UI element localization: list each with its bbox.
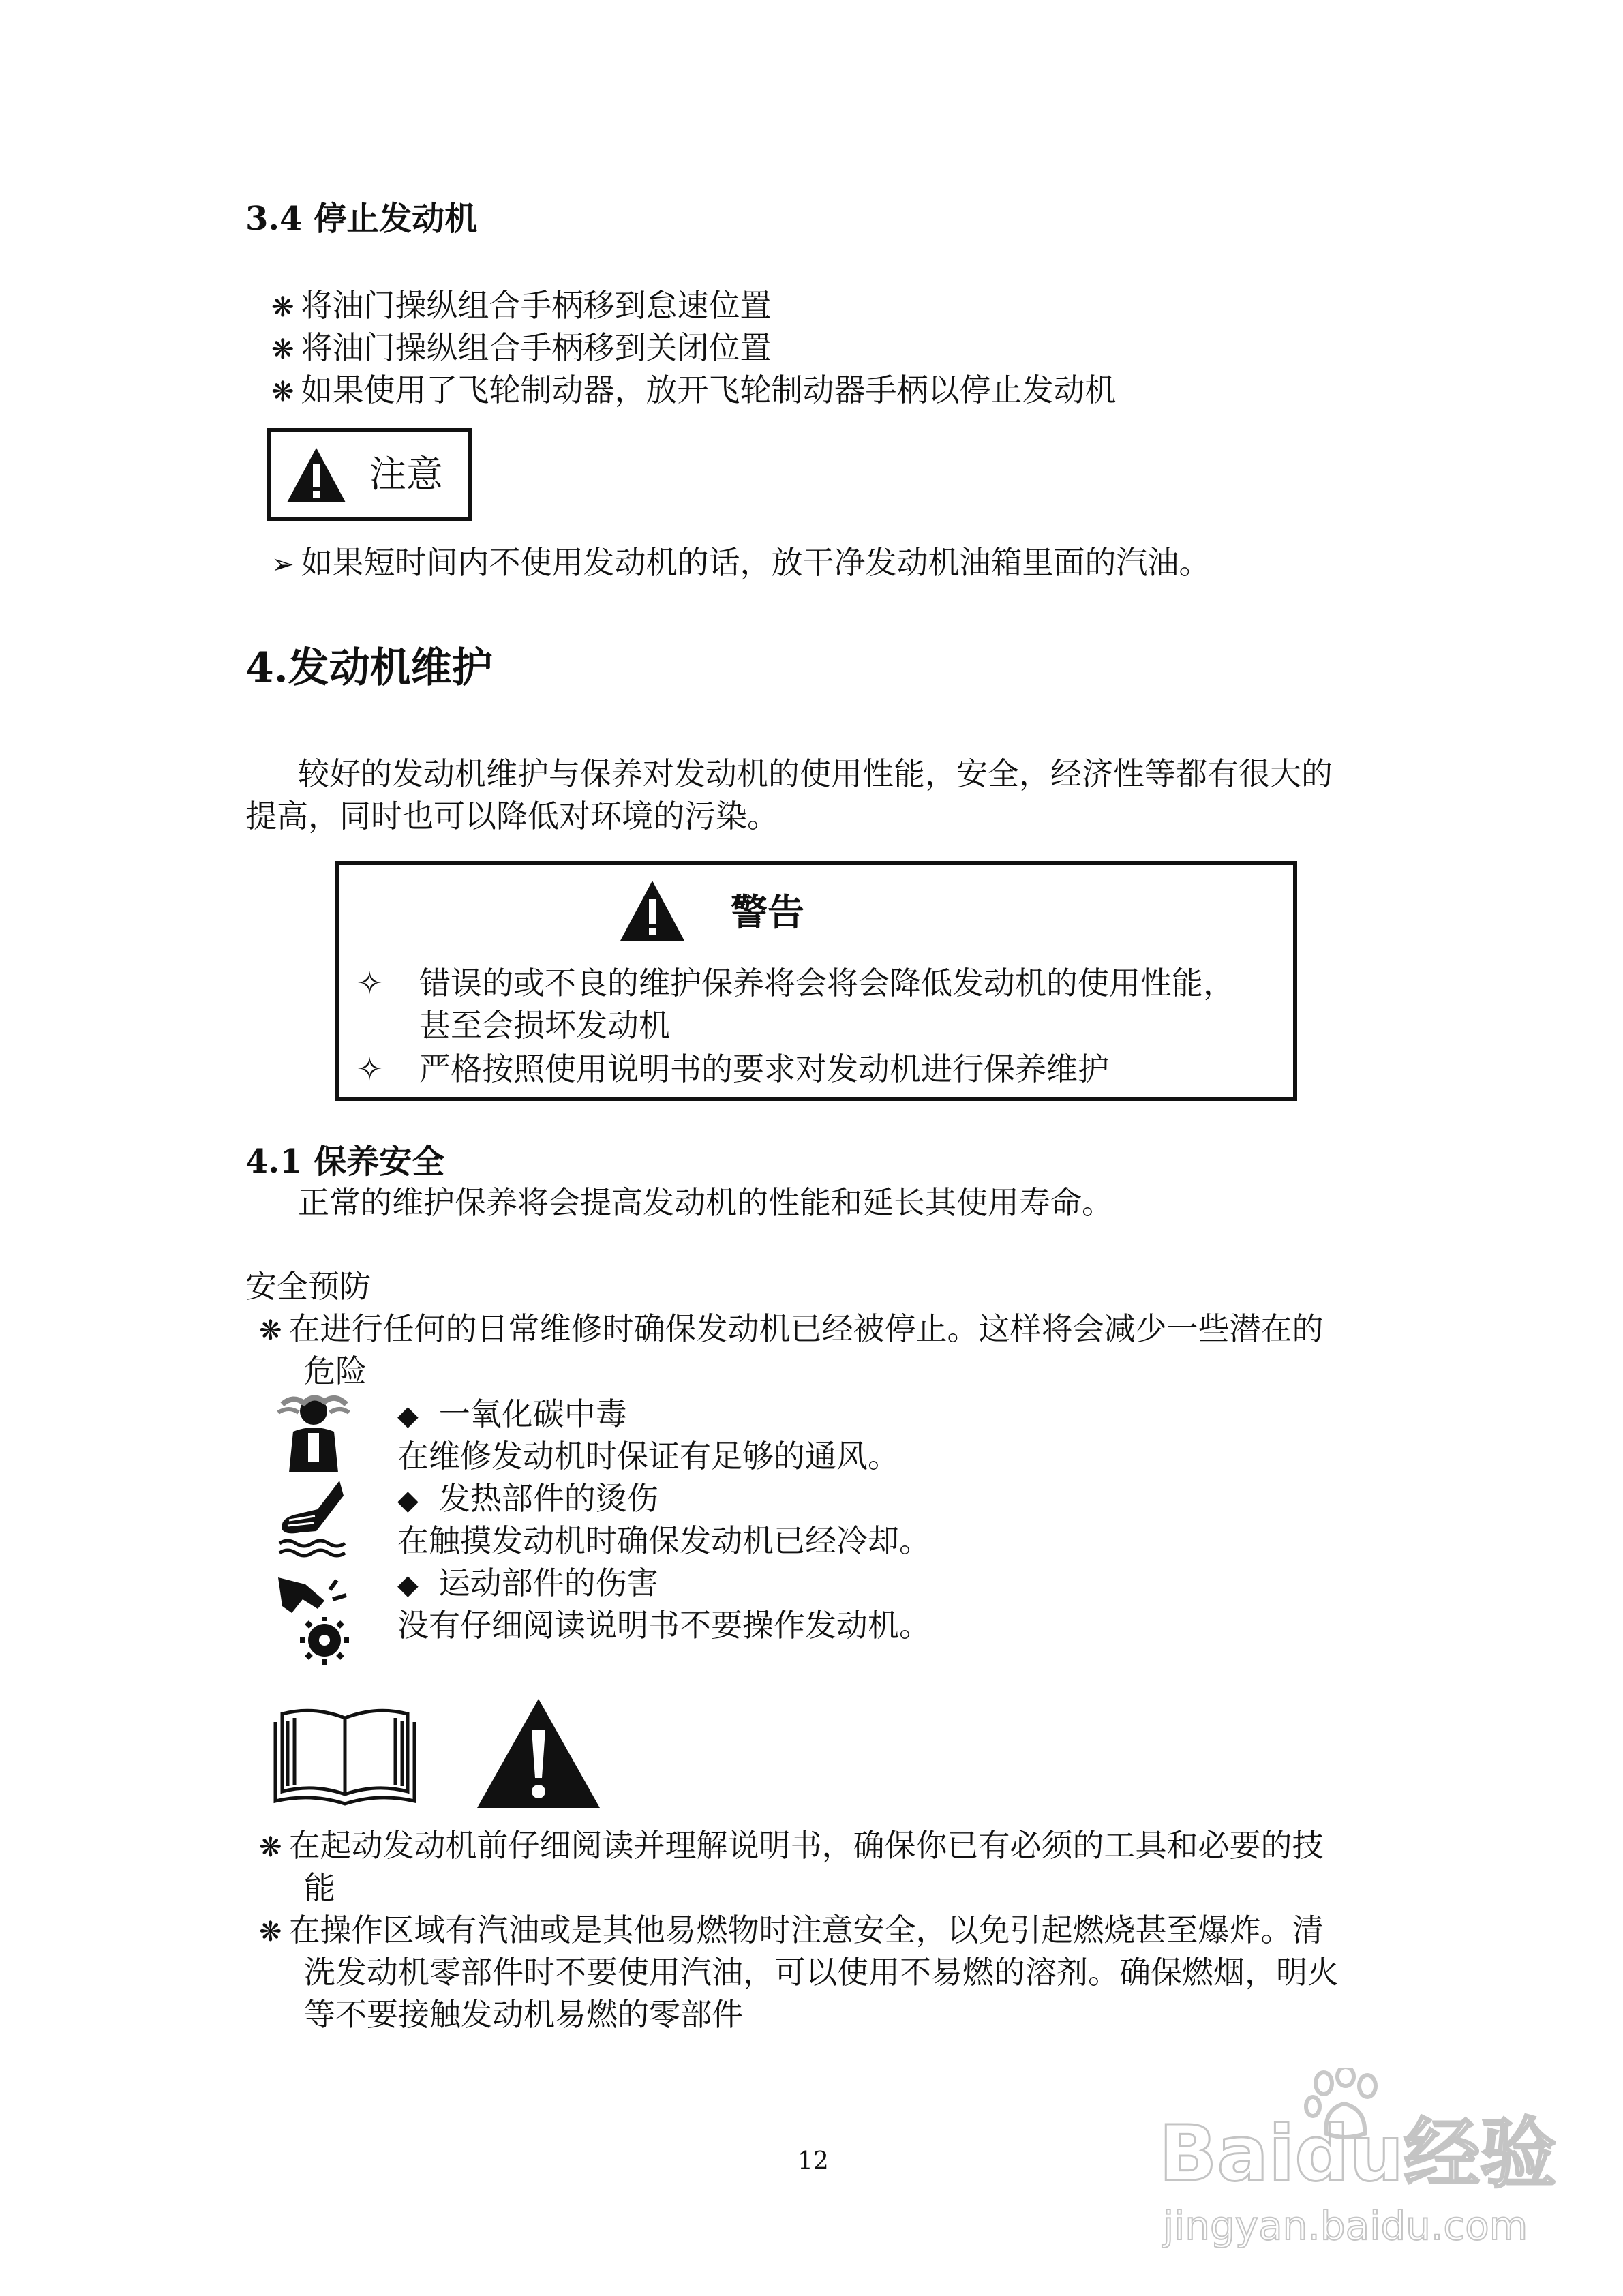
warning-item-1-line-2: 甚至会损坏发动机: [419, 1007, 670, 1044]
hazard-3-title: ◆ 运动部件的伤害: [397, 1565, 658, 1601]
moving-parts-hazard-icon: [275, 1565, 354, 1667]
warning-box: [335, 861, 1297, 1101]
step-3: ❋ 如果使用了飞轮制动器，放开飞轮制动器手柄以停止发动机: [271, 372, 1117, 408]
section-4-heading: 4.发动机维护: [245, 644, 493, 692]
warning-bullet-icon: ✧: [357, 1051, 383, 1087]
caution-box: [267, 428, 472, 521]
section-3-4-heading: 3.4 停止发动机: [245, 200, 478, 238]
bullet-icon: ❋: [259, 1315, 282, 1346]
step-1: ❋ 将油门操纵组合手柄移到怠速位置: [271, 287, 772, 324]
bullet-icon: ❋: [271, 334, 294, 365]
diamond-bullet-icon: ◆: [397, 1569, 419, 1601]
intro-line-2: 提高，同时也可以降低对环境的污染。: [245, 798, 778, 834]
safety-item-2-line-2: 能: [304, 1869, 335, 1906]
diamond-bullet-icon: ◆: [397, 1400, 419, 1432]
safety-item-3: ❋ 在操作区域有汽油或是其他易燃物时注意安全，以免引起燃烧甚至爆炸。清: [259, 1912, 1324, 1948]
safety-item-3-line-3: 等不要接触发动机易燃的零部件: [304, 1996, 743, 2033]
maintenance-text: 正常的维护保养将会提高发动机的性能和延长其使用寿命。: [298, 1184, 1113, 1221]
watermark-brand: Baidu经验: [1159, 2110, 1557, 2199]
diamond-bullet-icon: ◆: [397, 1485, 419, 1516]
safety-item-2: ❋ 在起动发动机前仔细阅读并理解说明书，确保你已有必须的工具和必要的技: [259, 1827, 1324, 1864]
warning-item-1-line-1: 错误的或不良的维护保养将会将会降低发动机的使用性能，: [419, 965, 1234, 1001]
hot-surface-hazard-icon: [275, 1478, 354, 1561]
warning-triangle-icon: [474, 1696, 603, 1811]
caution-label: 注意: [369, 453, 443, 496]
hazard-2-text: 在触摸发动机时确保发动机已经冷却。: [397, 1522, 930, 1559]
hazard-2-title: ◆ 发热部件的烫伤: [397, 1480, 658, 1517]
carbon-monoxide-hazard-icon: [273, 1392, 354, 1474]
warning-bullet-icon: ✧: [357, 965, 383, 1001]
section-4-1-heading: 4.1 保养安全: [245, 1143, 445, 1181]
hazard-1-text: 在维修发动机时保证有足够的通风。: [397, 1438, 899, 1475]
warning-item-2: 严格按照使用说明书的要求对发动机进行保养维护: [419, 1051, 1109, 1087]
watermark-url: jingyan.baidu.com: [1163, 2203, 1528, 2249]
bullet-icon: ❋: [271, 376, 294, 408]
step-2: ❋ 将油门操纵组合手柄移到关闭位置: [271, 329, 772, 366]
safety-item-3-line-2: 洗发动机零部件时不要使用汽油，可以使用不易燃的溶剂。确保燃烟，明火: [304, 1954, 1339, 1991]
bullet-icon: ❋: [259, 1916, 282, 1948]
intro-line-1: 较好的发动机维护与保养对发动机的使用性能，安全，经济性等都有很大的: [298, 755, 1333, 792]
safety-heading: 安全预防: [245, 1268, 371, 1305]
warning-triangle-icon: [285, 446, 348, 504]
warning-title: 警告: [731, 890, 804, 934]
safety-item-1-line-2: 危险: [304, 1353, 367, 1389]
bullet-icon: ❋: [271, 292, 294, 323]
arrow-bullet-icon: ➢: [271, 549, 294, 580]
hazard-3-text: 没有仔细阅读说明书不要操作发动机。: [397, 1607, 930, 1644]
warning-triangle-icon: [618, 879, 686, 943]
bullet-icon: ❋: [259, 1832, 282, 1863]
stop-note: ➢ 如果短时间内不使用发动机的话，放干净发动机油箱里面的汽油。: [271, 544, 1211, 581]
read-manual-book-icon: [273, 1704, 417, 1807]
safety-item-1: ❋ 在进行任何的日常维修时确保发动机已经被停止。这样将会减少一些潜在的: [259, 1310, 1324, 1347]
hazard-1-title: ◆ 一氧化碳中毒: [397, 1395, 627, 1432]
page-number: 12: [798, 2147, 829, 2175]
